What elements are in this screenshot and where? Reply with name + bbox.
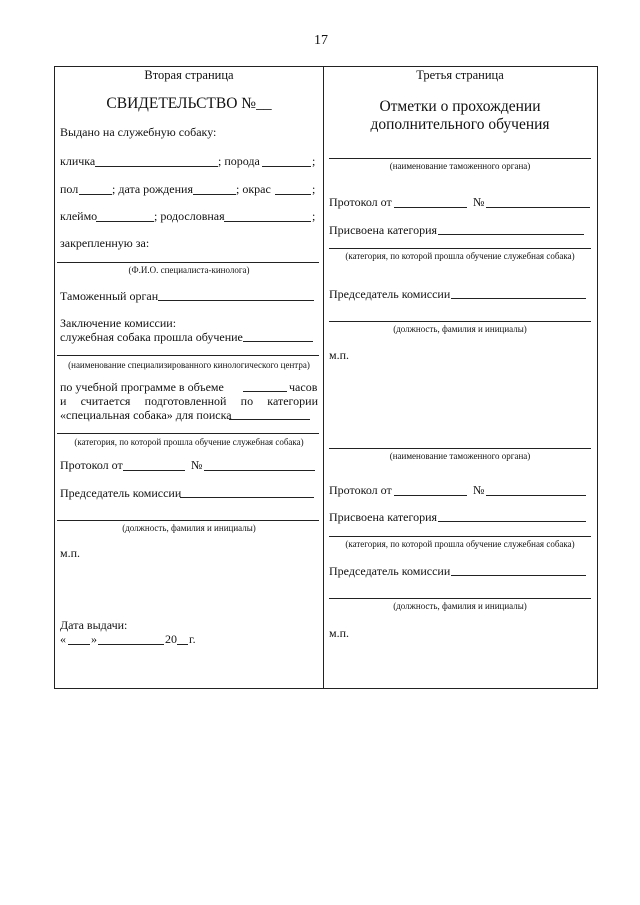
protocol-label-1: Протокол от <box>329 195 392 209</box>
birth-date-field[interactable] <box>193 194 236 195</box>
customs-body-field-1[interactable] <box>329 158 591 159</box>
sex-field[interactable] <box>79 194 112 195</box>
chairman-field-1[interactable] <box>451 298 586 299</box>
caption-category: (категория, по которой прошла обучение служебная собака) <box>74 437 304 447</box>
issue-month-field[interactable] <box>98 644 164 645</box>
date-close-quote: » <box>91 632 97 646</box>
protocol-date-field-2[interactable] <box>394 495 467 496</box>
caption-category-2: (категория, по которой прошла обучение служебная собака) <box>345 539 575 549</box>
program-volume-label: по учебной программе в объеме <box>60 380 224 394</box>
category-field-1[interactable] <box>329 248 591 249</box>
number-sign-1: № <box>473 195 485 209</box>
protocol-label: Протокол от <box>60 458 123 472</box>
brand-label: клеймо <box>60 209 98 223</box>
caption-position-2: (должность, фамилия и инициалы) <box>393 601 527 611</box>
additional-training-title-1: Отметки о прохождении <box>379 98 541 115</box>
right-page-header: Третья страница <box>416 68 504 82</box>
program-category-line: и считается подготовленной по категории <box>60 394 318 408</box>
sex-label: пол <box>60 182 79 196</box>
stamp-label-1: м.п. <box>329 348 350 362</box>
year-prefix: 20 <box>165 632 177 646</box>
chairman-label: Председатель комиссии <box>60 486 182 500</box>
category-assigned-label-2: Присвоена категория <box>329 510 438 524</box>
semicolon: ; <box>312 209 316 223</box>
chairman-label-2: Председатель комиссии <box>329 564 451 578</box>
chairman-field-2[interactable] <box>451 575 586 576</box>
customs-body-field-2[interactable] <box>329 448 591 449</box>
category-assigned-field-2[interactable] <box>438 521 586 522</box>
birth-date-label: ; дата рождения <box>112 182 193 196</box>
color-field[interactable] <box>275 194 311 195</box>
protocol-label-2: Протокол от <box>329 483 392 497</box>
program-hours-field[interactable] <box>243 391 287 392</box>
form-table <box>54 66 598 689</box>
date-open-quote: « <box>60 632 66 646</box>
pedigree-field[interactable] <box>224 221 311 222</box>
caption-training-center: (наименование специализированного кинологического центра) <box>68 360 310 370</box>
customs-body-field[interactable] <box>158 300 314 301</box>
position-field-2[interactable] <box>329 598 591 599</box>
protocol-number-field-2[interactable] <box>486 495 586 496</box>
caption-customs-2: (наименование таможенного органа) <box>389 451 531 461</box>
category-assigned-field-1[interactable] <box>438 234 584 235</box>
nickname-field[interactable] <box>95 166 218 167</box>
issued-to-label: Выдано на служебную собаку: <box>60 125 217 139</box>
assigned-label: закрепленную за: <box>60 236 150 250</box>
search-target-field[interactable] <box>229 419 310 420</box>
chairman-field[interactable] <box>180 497 314 498</box>
protocol-number-field-1[interactable] <box>486 207 590 208</box>
protocol-date-field-1[interactable] <box>394 207 467 208</box>
brand-field[interactable] <box>96 221 154 222</box>
issue-year-field[interactable] <box>177 644 188 645</box>
breed-label: ; порода <box>218 154 260 168</box>
page-number: 17 <box>314 33 328 48</box>
caption-category-1: (категория, по которой прошла обучение служебная собака) <box>345 251 575 261</box>
left-page-header: Вторая страница <box>144 68 234 82</box>
training-passed-label: служебная собака прошла обучение <box>60 330 243 344</box>
column-divider <box>323 66 324 688</box>
chairman-label-1: Председатель комиссии <box>329 287 451 301</box>
protocol-date-field[interactable] <box>123 470 185 471</box>
color-label: ; окрас <box>236 182 271 196</box>
customs-body-label: Таможенный орган <box>60 289 159 303</box>
issue-day-field[interactable] <box>68 644 90 645</box>
pedigree-label: ; родословная <box>154 209 225 223</box>
category-assigned-label-1: Присвоена категория <box>329 223 438 237</box>
special-dog-label: «специальная собака» для поиска <box>60 408 232 422</box>
training-center-field[interactable] <box>243 341 313 342</box>
commission-conclusion-label: Заключение комиссии: <box>60 316 177 330</box>
year-suffix: г. <box>189 632 196 646</box>
caption-position-1: (должность, фамилия и инициалы) <box>393 324 527 334</box>
caption-position: (должность, фамилия и инициалы) <box>122 523 256 533</box>
breed-field[interactable] <box>262 166 311 167</box>
issue-date-label: Дата выдачи: <box>60 618 128 632</box>
semicolon: ; <box>312 182 316 196</box>
caption-handler-fio: (Ф.И.О. специалиста-кинолога) <box>128 265 250 275</box>
protocol-number-field[interactable] <box>204 470 315 471</box>
nickname-label: кличка <box>60 154 96 168</box>
hours-label: часов <box>289 380 318 394</box>
additional-training-title-2: дополнительного обучения <box>370 116 550 133</box>
category-field[interactable] <box>57 433 319 434</box>
position-field[interactable] <box>57 520 319 521</box>
handler-field[interactable] <box>57 262 319 263</box>
semicolon: ; <box>312 154 316 168</box>
number-sign-2: № <box>473 483 485 497</box>
stamp-label: м.п. <box>60 546 81 560</box>
number-sign: № <box>191 458 203 472</box>
position-field-1[interactable] <box>329 321 591 322</box>
stamp-label-2: м.п. <box>329 626 350 640</box>
caption-customs-1: (наименование таможенного органа) <box>389 161 531 171</box>
category-field-2[interactable] <box>329 536 591 537</box>
certificate-title: СВИДЕТЕЛЬСТВО №__ <box>106 95 272 112</box>
training-center-field-2[interactable] <box>57 355 319 356</box>
